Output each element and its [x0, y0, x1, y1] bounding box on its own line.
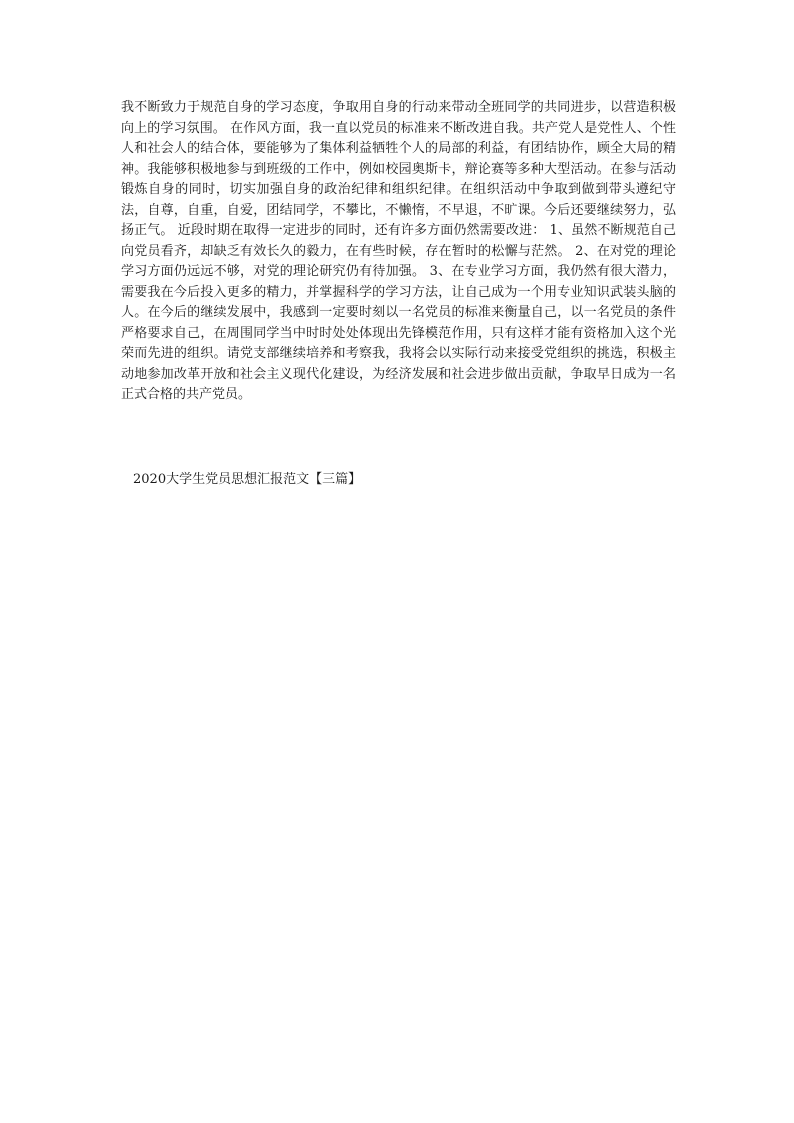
body-paragraph: 我不断致力于规范自身的学习态度，争取用自身的行动来带动全班同学的共同进步，以营造积极向上的学习氛围。 在作风方面，我一直以党员的标准来不断改进自我。共产党人是党性人、个性人和社会人的结合体，要能够为了集体利益牺牲个人的局部的利益，有团结协作，顾全大局的精神。我能够积极地参与到班级的工作中，例如校园奥斯卡，辩论赛等多种大型活动。在参与活动锻炼自身的同时，切实加强自身的政治纪律和组织纪律。在组织活动中争取到做到带头遵纪守法，自尊，自重，自爱，团结同学，不攀比，不懒惰，不早退，不旷课。今后还要继续努力，弘扬正气。 近段时期在取得一定进步的同时，还有许多方面仍然需要改进： 1、虽然不断规范自己向党员看齐，却缺乏有效长久的毅力，在有些时候，存在暂时的松懈与茫然。 2、在对党的理论学习方面仍远远不够，对党的理论研究仍有待加强。 3、在专业学习方面，我仍然有很大潜力，需要我在今后投入更多的精力，并掌握科学的学习方法，让自己成为一个用专业知识武装头脑的人。在今后的继续发展中，我感到一定要时刻以一名党员的标准来衡量自己，以一名党员的条件严格要求自己，在周围同学当中时时处处体现出先锋模范作用，只有这样才能有资格加入这个光荣而先进的组织。请党支部继续培养和考察我，我将会以实际行动来接受党组织的挑选，积极主动地参加改革开放和社会主义现代化建设，为经济发展和社会进步做出贡献，争取早日成为一名正式合格的共产党员。 — [121, 100, 676, 402]
next-article-title: 2020大学生党员思想汇报范文【三篇】 — [133, 472, 362, 487]
